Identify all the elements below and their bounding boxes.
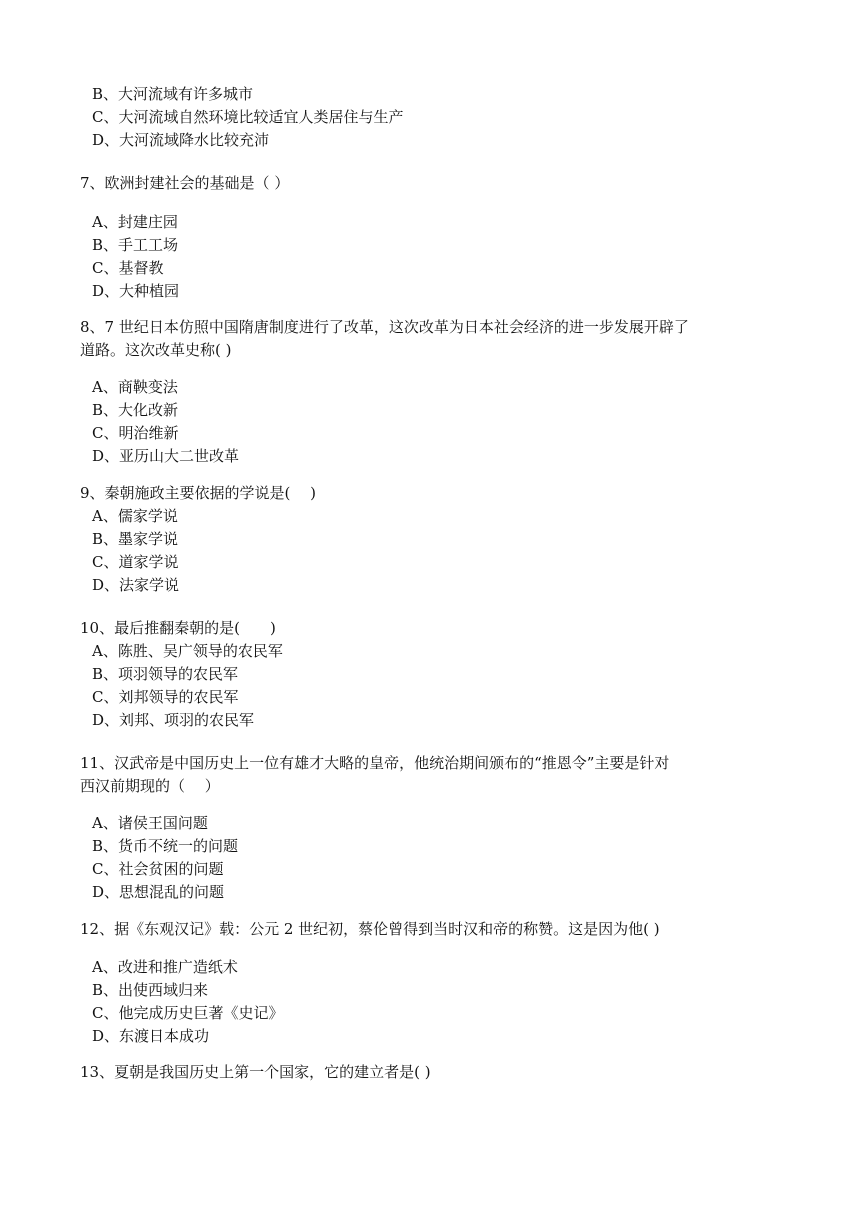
option-10d: D、刘邦、项羽的农民军: [92, 711, 255, 729]
question-7-stem: 7、欧洲封建社会的基础是（ ）: [80, 174, 290, 192]
question-13-stem: 13、夏朝是我国历史上第一个国家，它的建立者是( ): [80, 1063, 431, 1081]
option-12c: C、他完成历史巨著《史记》: [92, 1004, 284, 1022]
option-10c: C、刘邦领导的农民军: [92, 688, 239, 706]
option-12a: A、改进和推广造纸术: [92, 958, 238, 976]
option-8b: B、大化改新: [92, 401, 179, 419]
option-11a: A、诸侯王国问题: [92, 814, 208, 832]
question-12-stem: 12、据《东观汉记》载：公元 2 世纪初，蔡伦曾得到当时汉和帝的称赞。这是因为他( ): [80, 920, 660, 938]
option-7b: B、手工工场: [92, 236, 179, 254]
option-8d: D、亚历山大二世改革: [92, 447, 240, 465]
question-9-stem: 9、秦朝施政主要依据的学说是( ): [80, 484, 317, 502]
option-11b: B、货币不统一的问题: [92, 837, 239, 855]
option-7d: D、大种植园: [92, 282, 180, 300]
option-9b: B、墨家学说: [92, 530, 179, 548]
option-12b: B、出使西域归来: [92, 981, 209, 999]
option-10a: A、陈胜、吴广领导的农民军: [92, 642, 283, 660]
question-8-stem-line2: 道路。这次改革史称( ): [80, 341, 232, 359]
option-9a: A、儒家学说: [92, 507, 178, 525]
question-11-stem-line1: 11、汉武帝是中国历史上一位有雄才大略的皇帝，他统治期间颁布的“推恩令”主要是针对: [80, 754, 670, 772]
option-8c: C、明治维新: [92, 424, 179, 442]
question-11-stem-line2: 西汉前期现的（ ）: [80, 777, 220, 795]
option-6b: B、大河流域有许多城市: [92, 85, 254, 103]
option-6d: D、大河流域降水比较充沛: [92, 131, 270, 149]
question-8-stem-line1: 8、7 世纪日本仿照中国隋唐制度进行了改革，这次改革为日本社会经济的进一步发展开辟了: [80, 318, 689, 336]
option-12d: D、东渡日本成功: [92, 1027, 210, 1045]
option-10b: B、项羽领导的农民军: [92, 665, 239, 683]
option-8a: A、商鞅变法: [92, 378, 178, 396]
question-10-stem: 10、最后推翻秦朝的是( ): [80, 619, 276, 637]
option-11c: C、社会贫困的问题: [92, 860, 224, 878]
option-7c: C、基督教: [92, 259, 164, 277]
option-9d: D、法家学说: [92, 576, 180, 594]
option-7a: A、封建庄园: [92, 213, 178, 231]
option-11d: D、思想混乱的问题: [92, 883, 225, 901]
option-6c: C、大河流域自然环境比较适宜人类居住与生产: [92, 108, 404, 126]
option-9c: C、道家学说: [92, 553, 179, 571]
